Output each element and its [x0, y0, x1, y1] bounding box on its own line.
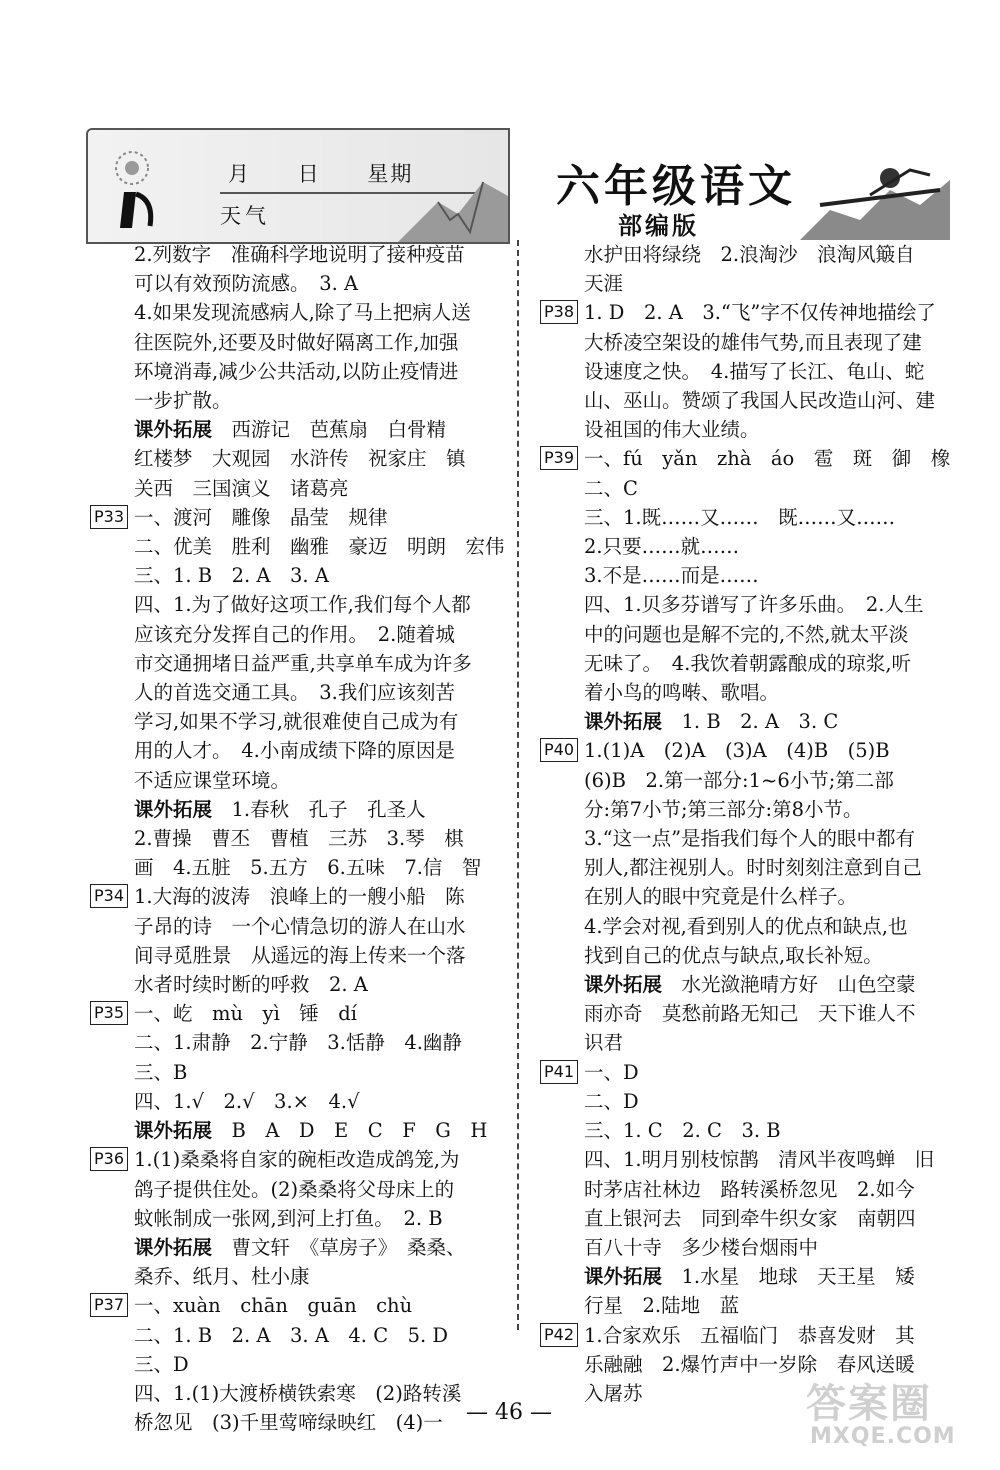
answer-text: 识君 [584, 1031, 624, 1055]
answer-text: 二、C [584, 476, 638, 500]
answer-line [90, 561, 500, 590]
answer-text: 大桥凌空架设的雄伟气势,而且表现了建 [584, 330, 922, 354]
page-tag: P35 [90, 1001, 128, 1025]
answer-text: 蚊帐制成一张网,到河上打鱼。 2. B [134, 1206, 443, 1230]
section-line-p42 [540, 1321, 952, 1350]
answer-text: 三、B [134, 1060, 188, 1084]
answer-line [540, 532, 952, 561]
answer-text: 1.水星 地球 天王星 矮 [662, 1265, 915, 1289]
answer-line [90, 1116, 500, 1145]
answer-line [540, 561, 952, 590]
answer-text: 画 4.五脏 5.五方 6.五味 7.信 智 [134, 856, 482, 880]
answer-line [90, 357, 500, 386]
answer-line [540, 970, 952, 999]
answer-line [90, 1350, 500, 1379]
answer-text: 子昂的诗 一个心情急切的游人在山水 [134, 914, 466, 938]
answer-line [540, 1204, 952, 1233]
answer-line [540, 941, 952, 970]
answer-text: 一步扩散。 [134, 389, 232, 413]
page-tag: P34 [90, 884, 128, 908]
answer-text: 三、1. B 2. A 3. A [134, 564, 329, 588]
answer-text: 三、1. C 2. C 3. B [584, 1119, 781, 1143]
answer-text: 水护田将绿绕 2.浪淘沙 浪淘风簸自 [584, 243, 915, 266]
day-label: 日 [297, 162, 321, 186]
answer-line [540, 357, 952, 386]
left-answer-column [90, 240, 505, 1437]
answer-line [90, 415, 500, 444]
answer-text: 2.列数字 准确科学地说明了接种疫苗 [134, 243, 465, 266]
answer-line [90, 1262, 500, 1291]
answer-text: 二、1. B 2. A 3. A 4. C 5. D [134, 1323, 449, 1347]
answer-line [90, 474, 500, 503]
answer-text: 关西 三国演义 诸葛亮 [134, 476, 349, 500]
extension-label: 课外拓展 [584, 973, 663, 997]
answer-line [90, 1321, 500, 1350]
answer-text: 1.大海的波涛 浪峰上的一艘小船 陈 [134, 885, 465, 909]
answer-line [90, 736, 500, 765]
section-line-p39 [540, 444, 952, 473]
answer-text: 桑乔、纸月、杜小康 [134, 1265, 310, 1289]
answer-text: 1. D 2. A 3.“飞”字不仅传神地描绘了 [584, 301, 936, 325]
section-line-p35 [90, 999, 500, 1028]
bridge-art-icon [800, 150, 950, 240]
answer-line [90, 1028, 500, 1057]
answer-line [540, 912, 952, 941]
answer-text: 一、D [584, 1060, 639, 1084]
answer-line [540, 474, 952, 503]
answer-text: 三、D [134, 1352, 189, 1376]
section-line-p33 [90, 503, 500, 532]
answer-text: 市交通拥堵日益严重,共享单车成为许多 [134, 651, 472, 675]
answer-line [90, 1087, 500, 1116]
answer-text: 二、优美 胜利 幽雅 豪迈 明朗 宏伟 [134, 535, 505, 559]
answer-text: 四、1.贝多芬谱写了许多乐曲。 2.人生 [584, 593, 924, 617]
answer-line [90, 269, 500, 298]
answer-line [90, 1408, 500, 1437]
answer-line [90, 795, 500, 824]
section-line-p37 [90, 1291, 500, 1320]
answer-line [90, 649, 500, 678]
answer-text: 红楼梦 大观园 水浒传 祝家庄 镇 [134, 447, 466, 471]
page-tag: P33 [90, 505, 128, 529]
answer-line [540, 415, 952, 444]
answer-line [90, 853, 500, 882]
answer-text: 四、1.(1)大渡桥横铁索寒 (2)路转溪 [134, 1381, 462, 1405]
date-weather-box [86, 128, 510, 244]
answer-text: (6)B 2.第一部分:1~6小节;第二部 [584, 768, 894, 792]
answer-text: 四、1.√ 2.√ 3.× 4.√ [134, 1089, 360, 1113]
edition-label: 部编版 [618, 212, 699, 240]
answer-text: 行星 2.陆地 蓝 [584, 1294, 740, 1318]
answer-text: 别人,都注视别人。时时刻刻注意到自己 [584, 856, 922, 880]
answer-text: B A D E C F G H [212, 1119, 488, 1143]
answer-text: 鸽子提供住处。(2)桑桑将父母床上的 [134, 1177, 455, 1201]
answer-line [90, 240, 500, 269]
answer-text: 直上银河去 同到牵牛织女家 南朝四 [584, 1206, 916, 1230]
answer-text: 设祖国的伟大业绩。 [584, 418, 760, 442]
answer-text: 1. B 2. A 3. C [662, 710, 839, 734]
answer-line [540, 707, 952, 736]
section-line-p41 [540, 1058, 952, 1087]
right-answer-column [540, 240, 952, 1408]
answer-text: 3.不是……而是…… [584, 564, 759, 588]
answer-line [90, 590, 500, 619]
answer-line [90, 912, 500, 941]
answer-line [540, 240, 952, 269]
answer-line [540, 503, 952, 532]
answer-text: 4.如果发现流感病人,除了马上把病人送 [134, 301, 471, 325]
answer-line [90, 1204, 500, 1233]
answer-text: 往医院外,还要及时做好隔离工作,加强 [134, 330, 459, 354]
section-line-p34 [90, 882, 500, 911]
answer-text: 环境消毒,减少公共活动,以防止疫情进 [134, 359, 459, 383]
answer-line [90, 1175, 500, 1204]
answer-text: 一、xuàn chān guān chù [134, 1294, 413, 1318]
answer-text: 水者时续时断的呼救 2. A [134, 973, 368, 997]
extension-label: 课外拓展 [134, 418, 213, 442]
page-tag: P38 [540, 300, 578, 324]
answer-text: 二、D [584, 1089, 639, 1113]
answer-text: 3.“这一点”是指我们每个人的眼中都有 [584, 827, 916, 851]
section-line-p38 [540, 298, 952, 327]
answer-line [540, 386, 952, 415]
answer-line [540, 269, 952, 298]
answer-text: 乐融融 2.爆竹声中一岁除 春风送暖 [584, 1352, 915, 1376]
answer-text: 水光潋滟晴方好 山色空蒙 [662, 973, 916, 997]
answer-text: 入屠苏 [584, 1381, 643, 1405]
answer-text: 学习,如果不学习,就很难使自己成为有 [134, 710, 459, 734]
answer-text: 一、屹 mù yì 锤 dí [134, 1002, 358, 1026]
answer-text: 在别人的眼中究竟是什么样子。 [584, 885, 858, 909]
page-tag: P40 [540, 738, 578, 762]
answer-text: 百八十寺 多少楼台烟雨中 [584, 1235, 819, 1259]
section-line-p40 [540, 736, 952, 765]
answer-text: 西游记 芭蕉扇 白骨精 [212, 418, 447, 442]
watermark-logo [796, 1368, 982, 1458]
answer-line [90, 941, 500, 970]
answer-line [540, 678, 952, 707]
watermark-text: 答案圈 [806, 1381, 932, 1427]
answer-text: 人的首选交通工具。 3.我们应该刻苦 [134, 681, 455, 705]
answer-text: 1.(1)A (2)A (3)A (4)B (5)B [584, 739, 890, 763]
answer-line [90, 444, 500, 473]
answer-text: 二、1.肃静 2.宁静 3.恬静 4.幽静 [134, 1031, 462, 1055]
answer-text: 一、fú yǎn zhà áo 雹 斑 御 橡 [584, 447, 951, 471]
answer-text: 山、巫山。赞颂了我国人民改造山河、建 [584, 389, 936, 413]
column-divider [517, 240, 519, 1330]
answer-line [540, 649, 952, 678]
answer-line [540, 766, 952, 795]
answer-line [540, 999, 952, 1028]
answer-line [90, 298, 500, 327]
extension-label: 课外拓展 [134, 1235, 213, 1259]
answer-text: 用的人才。 4.小南成绩下降的原因是 [134, 739, 455, 763]
answer-line [540, 824, 952, 853]
answer-line [90, 1233, 500, 1262]
weather-label: 天气 [220, 204, 270, 228]
answer-line [540, 1145, 952, 1174]
page-tag: P39 [540, 446, 578, 470]
answer-line [540, 1087, 952, 1116]
answer-text: 雨亦奇 莫愁前路无知己 天下谁人不 [584, 1002, 916, 1026]
answer-text: 找到自己的优点与缺点,取长补短。 [584, 943, 883, 967]
answer-text: 不适应课堂环境。 [134, 768, 291, 792]
answer-text: 一、渡河 雕像 晶莹 规律 [134, 505, 388, 529]
answer-text: 2.只要……就…… [584, 535, 740, 559]
answer-line [90, 1058, 500, 1087]
answer-line [540, 328, 952, 357]
extension-label: 课外拓展 [134, 1119, 213, 1143]
answer-line [90, 678, 500, 707]
answer-text: 三、1.既……又…… 既……又…… [584, 505, 896, 529]
answer-text: 四、1.为了做好这项工作,我们每个人都 [134, 593, 471, 617]
answer-text: 2.曹操 曹丕 曹植 三苏 3.琴 棋 [134, 827, 464, 851]
answer-text: 四、1.明月别枝惊鹊 清风半夜鸣蝉 旧 [584, 1148, 935, 1172]
answer-line [540, 853, 952, 882]
answer-line [90, 386, 500, 415]
answer-line [540, 1028, 952, 1057]
answer-text: 应该充分发挥自己的作用。 2.随着城 [134, 622, 455, 646]
answer-line [540, 1116, 952, 1145]
answer-line [90, 970, 500, 999]
answer-text: 天涯 [584, 272, 624, 296]
answer-line [90, 766, 500, 795]
page-number: — 46 — [466, 1400, 552, 1425]
answer-text: 1.(1)桑桑将自家的碗柜改造成鸽笼,为 [134, 1148, 460, 1172]
page-tag: P36 [90, 1147, 128, 1171]
answer-line [90, 1379, 500, 1408]
answer-text: 着小鸟的鸣啭、歌唱。 [584, 681, 780, 705]
answer-line [90, 707, 500, 736]
answer-text: 间寻觅胜景 从遥远的海上传来一个落 [134, 943, 466, 967]
answer-line [540, 1233, 952, 1262]
answer-line [540, 620, 952, 649]
mountain-art-icon [398, 172, 508, 242]
answer-line [540, 1262, 952, 1291]
answer-line [90, 532, 505, 561]
answer-text: 设速度之快。 4.描写了长江、龟山、蛇 [584, 359, 925, 383]
page-tag: P37 [90, 1293, 128, 1317]
answer-text: 曹文轩 《草房子》 桑桑、 [212, 1235, 466, 1259]
answer-line [540, 590, 952, 619]
answer-text: 可以有效预防流感。 3. A [134, 272, 359, 296]
answer-text: 无味了。 4.我饮着朝露酿成的琼浆,听 [584, 651, 912, 675]
answer-line [540, 795, 952, 824]
answer-text: 1.春秋 孔子 孔圣人 [212, 797, 426, 821]
answer-text: 桥忽见 (3)千里莺啼绿映红 (4)一 [134, 1411, 443, 1435]
sun-runner-logo-icon [102, 142, 172, 232]
section-line-p36 [90, 1145, 500, 1174]
watermark-url: MXQE.COM [810, 1424, 956, 1449]
answer-line [540, 1175, 952, 1204]
answer-line [90, 328, 500, 357]
answer-text: 时茅店社林边 路转溪桥忽见 2.如今 [584, 1177, 915, 1201]
extension-label: 课外拓展 [134, 797, 213, 821]
answer-text: 4.学会对视,看到别人的优点和缺点,也 [584, 914, 908, 938]
answer-text: 分:第7小节;第三部分:第8小节。 [584, 797, 863, 821]
month-label: 月 [228, 162, 251, 186]
answer-line [540, 882, 952, 911]
extension-label: 课外拓展 [584, 710, 663, 734]
answer-text: 中的问题也是解不完的,不然,就太平淡 [584, 622, 909, 646]
book-title: 六年级语文 [556, 161, 796, 212]
weekday-label: 星期 [367, 162, 414, 186]
answer-line [90, 620, 500, 649]
page-tag: P41 [540, 1060, 578, 1084]
answer-line [90, 824, 500, 853]
answer-text: 1.合家欢乐 五福临门 恭喜发财 其 [584, 1323, 915, 1347]
extension-label: 课外拓展 [584, 1265, 663, 1289]
page-tag: P42 [540, 1323, 578, 1347]
answer-line [540, 1291, 952, 1320]
